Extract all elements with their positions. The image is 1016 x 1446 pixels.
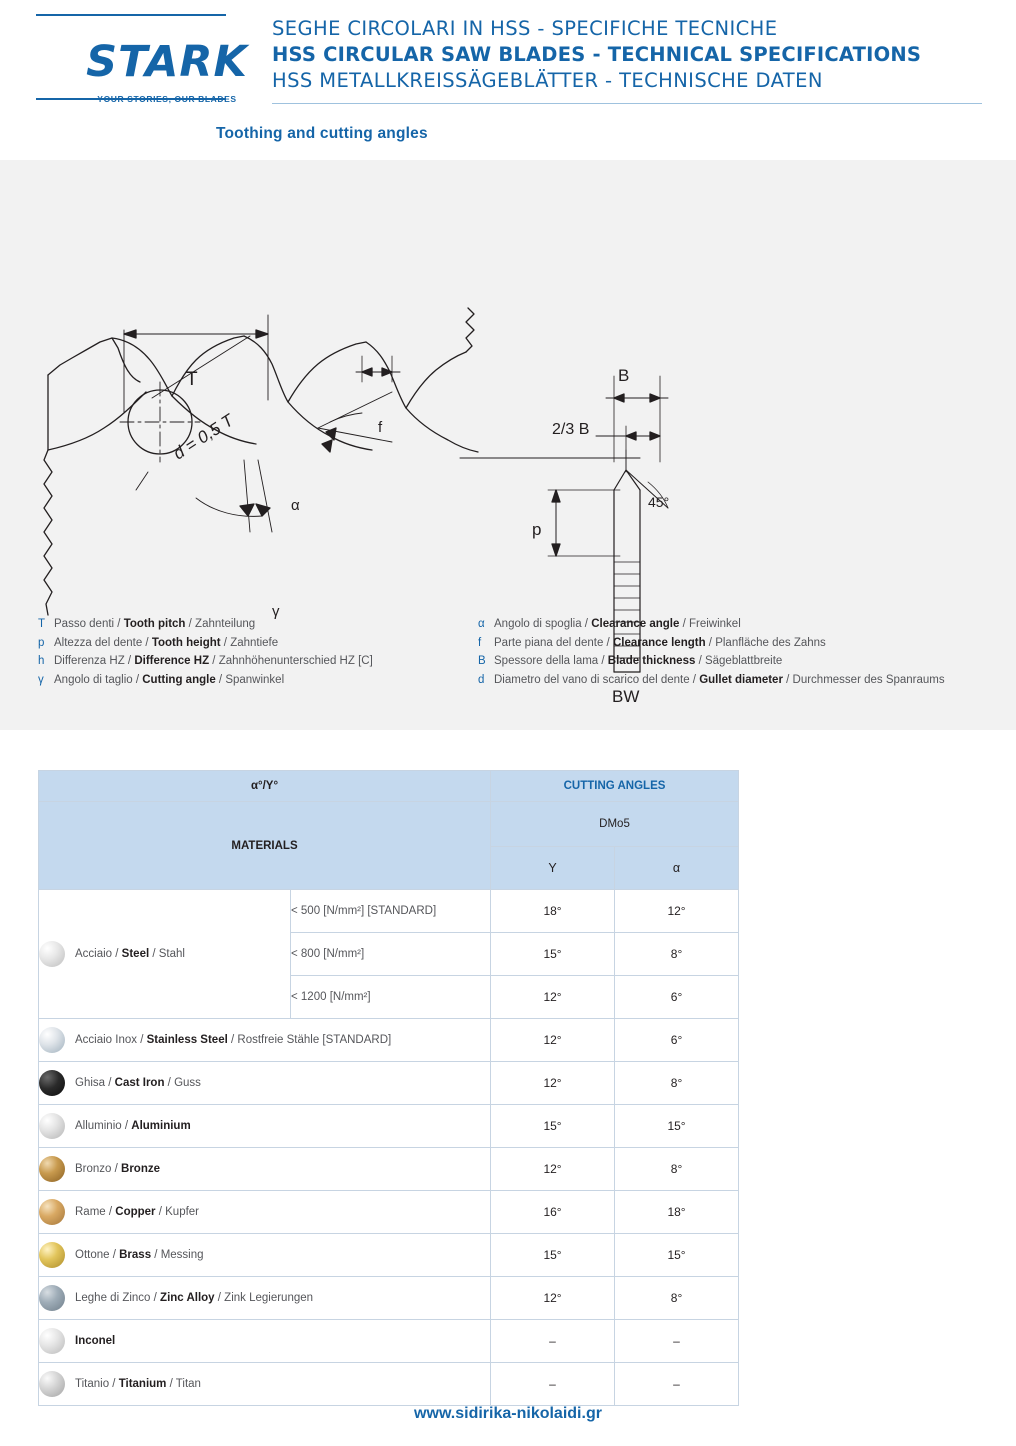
material-label-en: Stainless Steel bbox=[146, 1034, 228, 1046]
legend-symbol: f bbox=[478, 636, 482, 649]
material-sphere-icon bbox=[39, 1070, 65, 1096]
material-label: Bronzo / Bronze bbox=[75, 1163, 161, 1175]
material-subtype: < 800 [N/mm²] bbox=[291, 933, 491, 976]
value-gamma: – bbox=[491, 1320, 615, 1363]
legend-symbol: B bbox=[478, 655, 486, 667]
material-sphere-icon bbox=[39, 1113, 65, 1139]
material-label: Rame / Copper / Kupfer bbox=[75, 1206, 200, 1218]
header-titles bbox=[272, 16, 921, 94]
material-subtype: < 500 [N/mm²] [STANDARD] bbox=[291, 890, 491, 933]
value-gamma: 16° bbox=[491, 1191, 615, 1234]
material-label-it: Leghe di Zinco bbox=[75, 1292, 151, 1304]
cutting-angles-table bbox=[38, 770, 739, 1406]
legend-text-it: Diametro del vano di scarico del dente bbox=[494, 673, 690, 686]
legend-column-right bbox=[478, 615, 998, 689]
material-inconel bbox=[39, 1320, 491, 1363]
value-alpha: – bbox=[615, 1320, 739, 1363]
value-gamma: 12° bbox=[491, 1062, 615, 1105]
legend-text-de: Durchmesser des Spanraums bbox=[792, 673, 945, 686]
legend-text-it: Angolo di taglio bbox=[54, 673, 133, 686]
material-titanium bbox=[39, 1363, 491, 1406]
material-steel bbox=[39, 890, 291, 1019]
material-label: Ottone / Brass / Messing bbox=[75, 1249, 204, 1261]
label-bevel-angle: 45° bbox=[648, 494, 670, 510]
table-row bbox=[39, 1234, 739, 1277]
material-sphere-icon bbox=[39, 1328, 65, 1354]
material-label: Acciaio Inox / Stainless Steel / Rostfreie Stähle [STANDARD] bbox=[75, 1034, 392, 1046]
cutting-angles-table-wrapper bbox=[38, 770, 738, 1406]
material-label-it: Ottone bbox=[75, 1249, 110, 1261]
material-label-en: Steel bbox=[121, 948, 150, 960]
material-label-de: Messing bbox=[160, 1249, 204, 1261]
material-sphere-icon bbox=[39, 1242, 65, 1268]
label-two-thirds-b: 2/3 B bbox=[552, 421, 590, 438]
header-title-german: HSS METALLKREISSÄGEBLÄTTER - TECHNISCHE DATEN bbox=[272, 69, 823, 92]
value-alpha: 6° bbox=[615, 976, 739, 1019]
legend-item: γ Angolo di taglio / Cutting angle / Spanwinkel bbox=[38, 671, 458, 690]
material-label-it: Rame bbox=[75, 1206, 106, 1218]
value-alpha: 6° bbox=[615, 1019, 739, 1062]
header-steel-grade: DMo5 bbox=[491, 802, 739, 847]
material-copper bbox=[39, 1191, 491, 1234]
legend-item: α Angolo di spoglia / Clearance angle / Freiwinkel bbox=[478, 615, 998, 634]
value-gamma: 15° bbox=[491, 933, 615, 976]
value-alpha: 15° bbox=[615, 1105, 739, 1148]
stark-logo bbox=[36, 14, 248, 104]
material-label-en: Cast Iron bbox=[114, 1077, 165, 1089]
table-row bbox=[39, 890, 739, 933]
header-materials: MATERIALS bbox=[39, 802, 491, 890]
material-label-it: Acciaio bbox=[75, 948, 113, 960]
legend-text-en: Clearance angle bbox=[591, 618, 680, 630]
logo-wordmark: STARK bbox=[86, 37, 248, 87]
legend-text-en: Blade thickness bbox=[607, 655, 696, 667]
table-header-row-1 bbox=[39, 771, 739, 802]
legend-symbol: h bbox=[38, 655, 45, 667]
material-label: Alluminio / Aluminium bbox=[75, 1120, 191, 1132]
material-label: Titanio / Titanium / Titan bbox=[75, 1378, 201, 1390]
value-gamma: 12° bbox=[491, 1019, 615, 1062]
legend-text-it: Differenza HZ bbox=[54, 655, 125, 667]
material-label-en: Zinc Alloy bbox=[160, 1292, 215, 1304]
material-label: Acciaio / Steel / Stahl bbox=[75, 948, 185, 960]
value-gamma: 12° bbox=[491, 1148, 615, 1191]
legend-item: B Spessore della lama / Blade thickness / Sägeblattbreite bbox=[478, 652, 998, 671]
header-col-alpha: α bbox=[615, 847, 739, 890]
table-row bbox=[39, 1062, 739, 1105]
legend-text-it: Parte piana del dente bbox=[494, 636, 604, 649]
legend-text-en: Tooth height bbox=[151, 636, 221, 649]
material-sphere-icon bbox=[39, 1027, 65, 1053]
label-gamma: γ bbox=[272, 603, 280, 620]
header-title-italian: SEGHE CIRCOLARI IN HSS - SPECIFICHE TECNICHE bbox=[272, 17, 778, 40]
table-row bbox=[39, 1105, 739, 1148]
material-aluminium bbox=[39, 1105, 491, 1148]
table-row bbox=[39, 1019, 739, 1062]
header-title-english: HSS CIRCULAR SAW BLADES - TECHNICAL SPECIFICATIONS bbox=[272, 43, 922, 66]
legend-item: f Parte piana del dente / Clearance length / Planfläche des Zahns bbox=[478, 634, 998, 653]
legend-text-it: Passo denti bbox=[54, 618, 115, 630]
value-alpha: 8° bbox=[615, 1277, 739, 1320]
legend-item: p Altezza del dente / Tooth height / Zahntiefe bbox=[38, 634, 458, 653]
value-gamma: 12° bbox=[491, 976, 615, 1019]
material-brass bbox=[39, 1234, 491, 1277]
table-row bbox=[39, 1277, 739, 1320]
table-row bbox=[39, 1363, 739, 1406]
material-label-en: Bronze bbox=[121, 1163, 161, 1175]
legend-text-en: Difference HZ bbox=[134, 655, 210, 667]
legend-symbol: T bbox=[38, 618, 46, 630]
material-sphere-icon bbox=[39, 1285, 65, 1311]
material-zinc-alloy bbox=[39, 1277, 491, 1320]
header-angle-symbol: α°/Υ° bbox=[39, 771, 491, 802]
material-label-de: Kupfer bbox=[165, 1206, 200, 1218]
page-header bbox=[0, 0, 1016, 112]
material-label-en: Copper bbox=[115, 1206, 156, 1218]
value-alpha: 12° bbox=[615, 890, 739, 933]
legend-text-it: Angolo di spoglia bbox=[494, 618, 582, 630]
table-row bbox=[39, 1191, 739, 1234]
value-gamma: – bbox=[491, 1363, 615, 1406]
legend-text-en: Clearance length bbox=[612, 636, 706, 649]
value-gamma: 12° bbox=[491, 1277, 615, 1320]
material-label-it: Alluminio bbox=[75, 1120, 122, 1132]
material-label-en: Titanium bbox=[118, 1378, 167, 1390]
legend-text-de: Sägeblattbreite bbox=[704, 655, 783, 667]
legend-symbol: γ bbox=[38, 673, 44, 686]
section-title: Toothing and cutting angles bbox=[216, 125, 428, 142]
legend-symbol: d bbox=[478, 673, 485, 686]
material-label-de: Titan bbox=[175, 1378, 201, 1390]
legend-text-it: Altezza del dente bbox=[54, 636, 143, 649]
material-stainless-steel bbox=[39, 1019, 491, 1062]
logo-tagline: YOUR STORIES, OUR BLADES bbox=[97, 94, 237, 104]
legend-text-de: Zahnhöhenunterschied HZ [C] bbox=[218, 655, 373, 667]
material-label-de: Rostfreie Stähle [STANDARD] bbox=[237, 1034, 392, 1046]
legend-text-de: Planfläche des Zahns bbox=[715, 636, 826, 649]
legend-item: T Passo denti / Tooth pitch / Zahnteilung bbox=[38, 615, 458, 634]
material-label-de: Guss bbox=[174, 1077, 201, 1089]
material-label-it: Acciaio Inox bbox=[75, 1034, 138, 1046]
material-sphere-icon bbox=[39, 1156, 65, 1182]
legend-symbol: α bbox=[478, 618, 485, 630]
value-alpha: 8° bbox=[615, 1148, 739, 1191]
header-divider bbox=[272, 103, 982, 104]
legend-text-en: Cutting angle bbox=[142, 673, 216, 686]
label-thickness: B bbox=[618, 366, 630, 385]
material-label-en: Brass bbox=[119, 1249, 152, 1261]
value-alpha: 15° bbox=[615, 1234, 739, 1277]
legend-text-it: Spessore della lama bbox=[494, 655, 599, 667]
material-label-it: Bronzo bbox=[75, 1163, 112, 1175]
header-cutting-angles: CUTTING ANGLES bbox=[491, 771, 739, 802]
value-alpha: – bbox=[615, 1363, 739, 1406]
material-label-it: Titanio bbox=[75, 1378, 110, 1390]
label-bw: BW bbox=[612, 687, 640, 706]
material-label: Leghe di Zinco / Zinc Alloy / Zink Legierungen bbox=[75, 1292, 314, 1304]
footer-website-link[interactable]: www.sidirika-nikolaidi.gr bbox=[414, 1405, 602, 1422]
value-alpha: 18° bbox=[615, 1191, 739, 1234]
material-subtype: < 1200 [N/mm²] bbox=[291, 976, 491, 1019]
table-header-row-2 bbox=[39, 802, 739, 847]
value-alpha: 8° bbox=[615, 933, 739, 976]
material-sphere-icon bbox=[39, 941, 65, 967]
value-gamma: 15° bbox=[491, 1105, 615, 1148]
legend-text-de: Zahnteilung bbox=[195, 618, 256, 630]
legend-symbol: p bbox=[38, 636, 45, 649]
legend-item: d Diametro del vano di scarico del dente / Gullet diameter / Durchmesser des Spanraums bbox=[478, 671, 998, 690]
material-bronze bbox=[39, 1148, 491, 1191]
material-label: Inconel bbox=[75, 1335, 116, 1347]
material-label-en: Aluminium bbox=[131, 1120, 191, 1132]
header-col-gamma: Υ bbox=[491, 847, 615, 890]
material-sphere-icon bbox=[39, 1199, 65, 1225]
legend-item: h Differenza HZ / Difference HZ / Zahnhöhenunterschied HZ [C] bbox=[38, 652, 458, 671]
value-gamma: 18° bbox=[491, 890, 615, 933]
legend-text-de: Spanwinkel bbox=[225, 673, 285, 686]
legend-text-de: Freiwinkel bbox=[689, 618, 741, 630]
material-label-de: Zink Legierungen bbox=[224, 1292, 314, 1304]
legend-text-en: Gullet diameter bbox=[699, 673, 783, 686]
legend-text-en: Tooth pitch bbox=[123, 618, 186, 630]
label-alpha: α bbox=[291, 497, 300, 514]
material-sphere-icon bbox=[39, 1371, 65, 1397]
material-label-it: Ghisa bbox=[75, 1077, 106, 1089]
value-alpha: 8° bbox=[615, 1062, 739, 1105]
table-row bbox=[39, 1320, 739, 1363]
label-flat: f bbox=[378, 419, 383, 436]
material-label-de: Stahl bbox=[158, 948, 185, 960]
legend-column-left bbox=[38, 615, 458, 689]
label-gullet-diameter: d = 0,5 T bbox=[169, 410, 237, 464]
table-row bbox=[39, 1148, 739, 1191]
label-pitch: T bbox=[186, 369, 198, 390]
material-cast-iron bbox=[39, 1062, 491, 1105]
material-label: Ghisa / Cast Iron / Guss bbox=[75, 1077, 201, 1089]
legend-text-de: Zahntiefe bbox=[230, 636, 279, 649]
label-tooth-height: p bbox=[532, 520, 542, 539]
value-gamma: 15° bbox=[491, 1234, 615, 1277]
